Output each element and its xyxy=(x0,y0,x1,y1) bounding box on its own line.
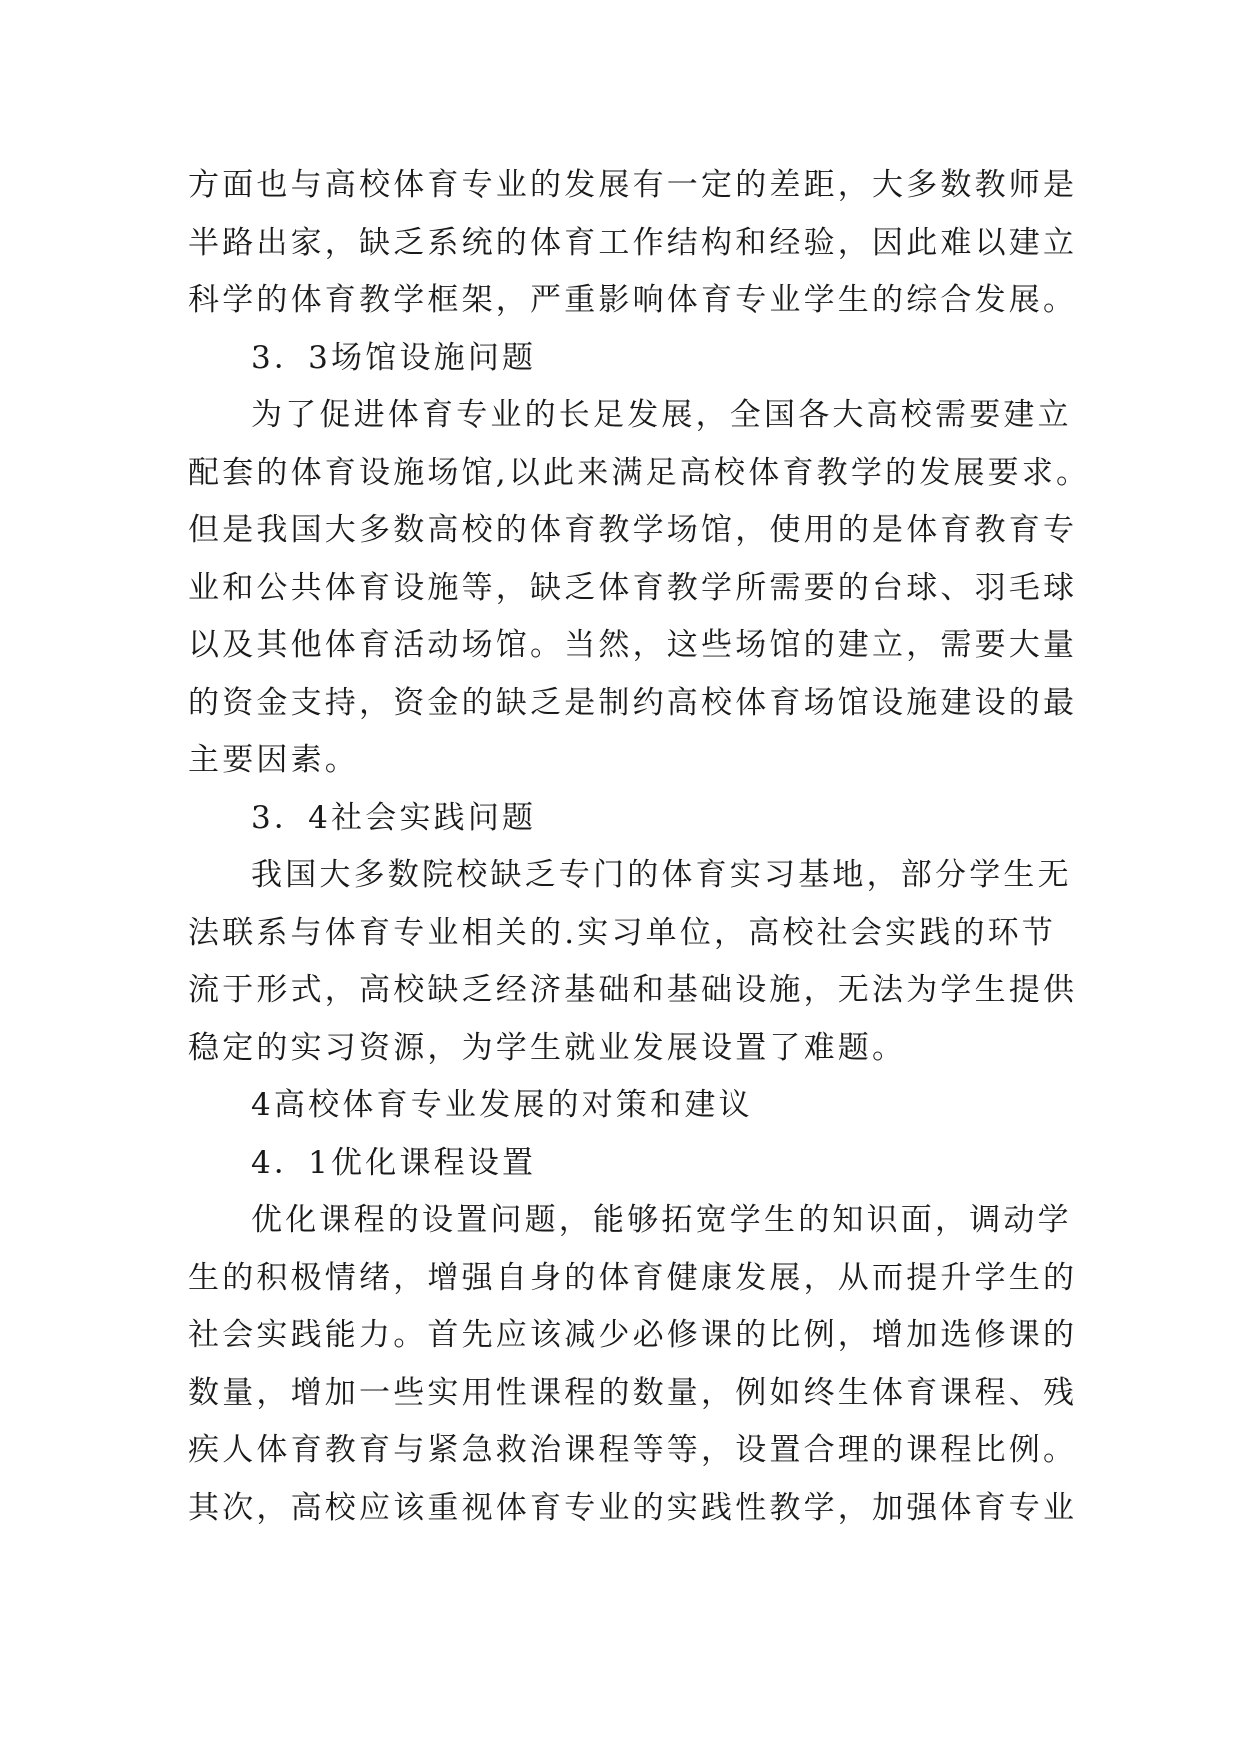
paragraph-first-line: 为了促进体育专业的长足发展，全国各大高校需要建立 xyxy=(251,397,1072,433)
paragraph-first-line: 优化课程的设置问题，能够拓宽学生的知识面，调动学 xyxy=(251,1202,1072,1238)
body-text-line: 的资金支持，资金的缺乏是制约高校体育场馆设施建设的最 xyxy=(188,685,1078,721)
body-text-line: 以及其他体育活动场馆。当然，这些场馆的建立，需要大量 xyxy=(188,627,1078,663)
section-heading: 4．1优化课程设置 xyxy=(251,1145,537,1181)
body-text-line: 生的积极情绪，增强自身的体育健康发展，从而提升学生的 xyxy=(188,1260,1078,1296)
body-text-line: 科学的体育教学框架，严重影响体育专业学生的综合发展。 xyxy=(188,282,1078,318)
section-heading: 3．4社会实践问题 xyxy=(251,800,537,836)
body-text-line: 疾人体育教育与紧急救治课程等等，设置合理的课程比例。 xyxy=(188,1432,1078,1468)
chapter-heading: 4高校体育专业发展的对策和建议 xyxy=(251,1087,753,1123)
body-text-line: 半路出家，缺乏系统的体育工作结构和经验，因此难以建立 xyxy=(188,225,1078,261)
body-text-line: 方面也与高校体育专业的发展有一定的差距，大多数教师是 xyxy=(188,167,1078,203)
body-text-line: 稳定的实习资源，为学生就业发展设置了难题。 xyxy=(188,1030,907,1066)
body-text-line: 流于形式，高校缺乏经济基础和基础设施，无法为学生提供 xyxy=(188,972,1078,1008)
body-text-line: 数量，增加一些实用性课程的数量，例如终生体育课程、残 xyxy=(188,1375,1078,1411)
body-text-line: 业和公共体育设施等，缺乏体育教学所需要的台球、羽毛球 xyxy=(188,570,1078,606)
body-text-line: 主要因素。 xyxy=(188,742,359,778)
body-text-line: 但是我国大多数高校的体育教学场馆，使用的是体育教育专 xyxy=(188,512,1078,548)
section-heading: 3．3场馆设施问题 xyxy=(251,340,537,376)
body-text-line: 社会实践能力。首先应该减少必修课的比例，增加选修课的 xyxy=(188,1317,1078,1353)
paragraph-first-line: 我国大多数院校缺乏专门的体育实习基地，部分学生无 xyxy=(251,857,1072,893)
body-text-line: 法联系与体育专业相关的.实习单位，高校社会实践的环节 xyxy=(188,915,1057,951)
body-text-line: 配套的体育设施场馆,以此来满足高校体育教学的发展要求。 xyxy=(188,455,1091,491)
body-text-line: 其次，高校应该重视体育专业的实践性教学，加强体育专业 xyxy=(188,1490,1078,1526)
